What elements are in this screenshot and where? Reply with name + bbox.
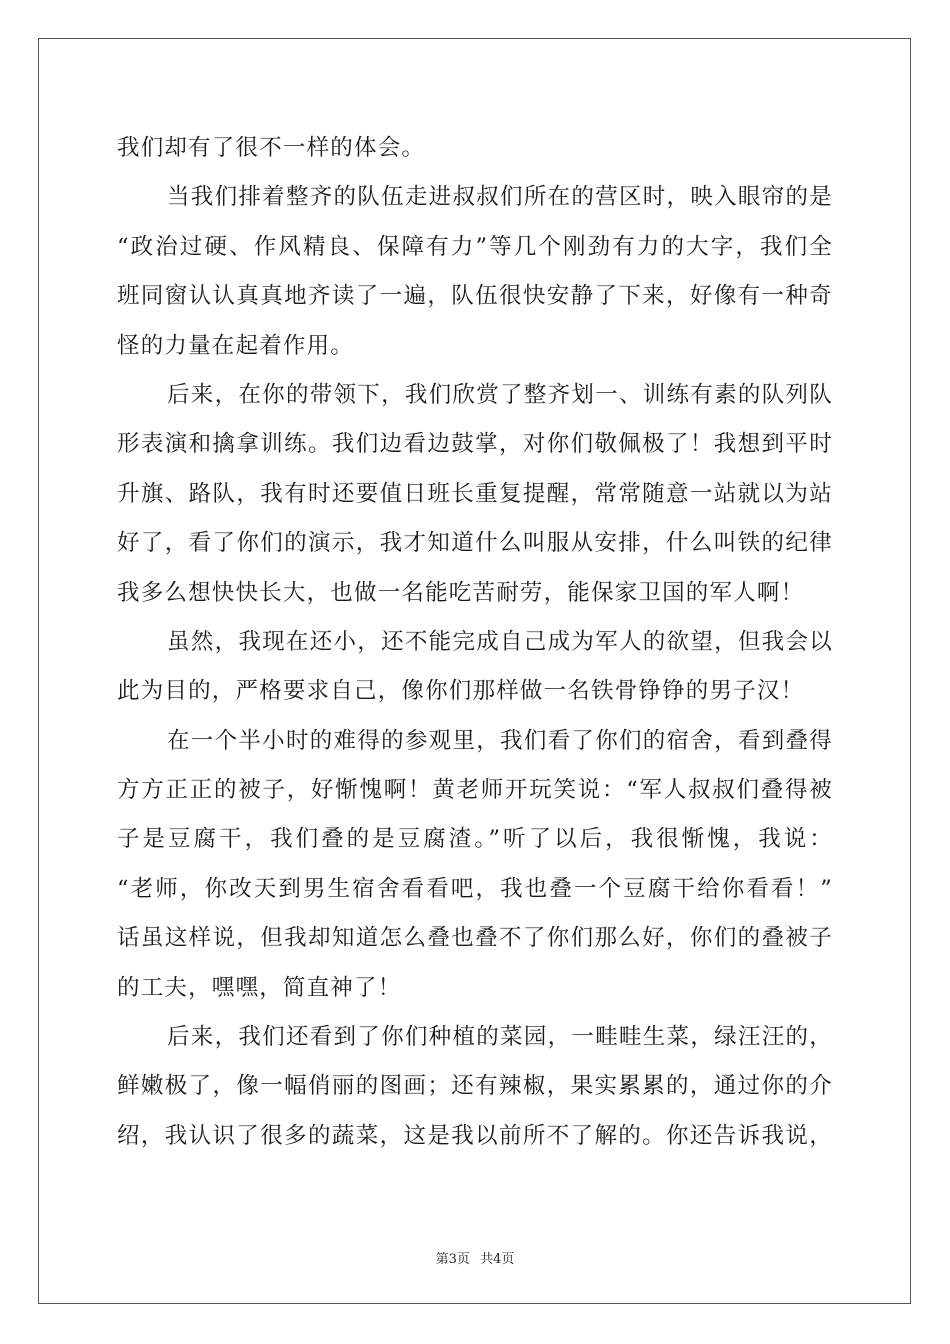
text-line: 虽然，我现在还小，还不能完成自己成为军人的欲望，但我会以 (167, 628, 833, 655)
text-line: 后来，在你的带领下，我们欣赏了整齐划一、训练有素的队列队 (167, 381, 833, 408)
text-line: 我们却有了很不一样的体会。 (117, 135, 426, 161)
page-footer (0, 1248, 950, 1267)
document-body (117, 124, 833, 1161)
text-line: 怪的力量在起着作用。 (117, 332, 355, 359)
current-page-label: 第3页 (435, 1252, 470, 1267)
text-line: 我多么想快快长大，也做一名能吃苦耐劳，能保家卫国的军人啊！ (117, 579, 805, 606)
text-line: 的工夫，嘿嘿，简直神了！ (117, 974, 402, 1001)
text-line: 好了，看了你们的演示，我才知道什么叫服从安排，什么叫铁的纪律 (117, 530, 833, 557)
text-line: 此为目的，严格要求自己，像你们那样做一名铁骨铮铮的男子汉！ (117, 678, 805, 705)
text-line: “老师，你改天到男生宿舍看看吧，我也叠一个豆腐干给你看看！” (117, 875, 833, 902)
text-line: 班同窗认认真真地齐读了一遍，队伍很快安静了下来，好像有一种奇 (117, 283, 833, 310)
text-line: 后来，我们还看到了你们种植的菜园，一畦畦生菜，绿汪汪的， (167, 1024, 833, 1051)
text-line: 鲜嫩极了，像一幅俏丽的图画；还有辣椒，果实累累的，通过你的介 (117, 1073, 833, 1100)
text-line: 绍，我认识了很多的蔬菜，这是我以前所不了解的。你还告诉我说， (117, 1122, 833, 1149)
text-line: “政治过硬、作风精良、保障有力”等几个刚劲有力的大字，我们全 (117, 233, 833, 260)
text-line: 升旗、路队，我有时还要值日班长重复提醒，常常随意一站就以为站 (117, 480, 833, 507)
text-line: 当我们排着整齐的队伍走进叔叔们所在的营区时，映入眼帘的是 (167, 184, 833, 211)
text-line: 方方正正的被子，好惭愧啊！黄老师开玩笑说：“军人叔叔们叠得被 (117, 777, 833, 804)
text-line: 话虽这样说，但我却知道怎么叠也叠不了你们那么好，你们的叠被子 (117, 925, 833, 952)
text-line: 形表演和擒拿训练。我们边看边鼓掌，对你们敬佩极了！我想到平时 (117, 431, 833, 458)
total-pages-label: 共4页 (480, 1252, 515, 1267)
text-line: 子是豆腐干，我们叠的是豆腐渣。”听了以后，我很惭愧，我说： (117, 826, 833, 853)
text-line: 在一个半小时的难得的参观里，我们看了你们的宿舍，看到叠得 (167, 727, 833, 754)
